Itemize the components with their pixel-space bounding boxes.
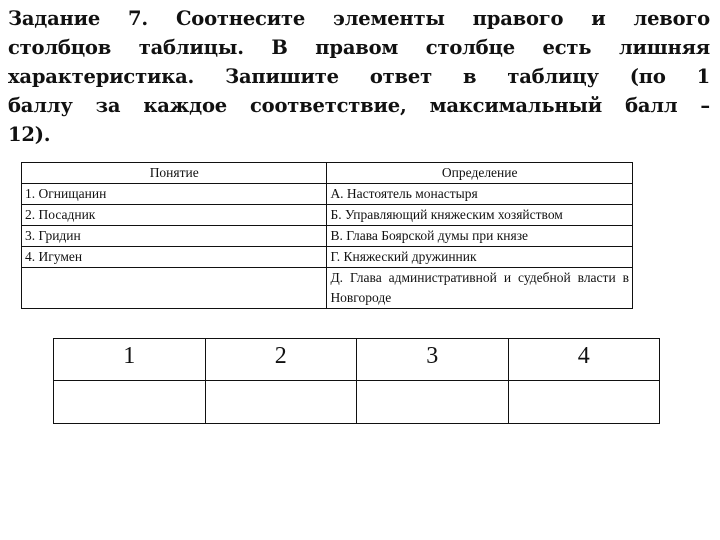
answer-header-2: 2 [205, 339, 357, 381]
table-row [22, 184, 633, 205]
answer-header-3: 3 [357, 339, 509, 381]
matching-table [21, 162, 633, 309]
definition-cell: Б. Управляющий княжеским хозяйством [327, 205, 633, 226]
header-definition: Определение [327, 163, 633, 184]
concept-cell: 1. Огнищанин [22, 184, 327, 205]
task-line: 12). [8, 123, 51, 146]
answer-cell-3[interactable] [357, 381, 509, 424]
table-row [22, 247, 633, 268]
table-row [22, 205, 633, 226]
definition-cell: Г. Княжеский дружинник [327, 247, 633, 268]
answer-header-4: 4 [508, 339, 660, 381]
task-line: Задание 7. Соотнесите элементы правого и левого [8, 7, 710, 30]
concept-cell: 2. Посадник [22, 205, 327, 226]
answer-table [53, 338, 660, 424]
answer-header-row [54, 339, 660, 381]
answer-input-row [54, 381, 660, 424]
concept-cell: 4. Игумен [22, 247, 327, 268]
definition-cell: Д. Глава административной и судебной власти в Новгороде [327, 268, 633, 309]
answer-cell-4[interactable] [508, 381, 660, 424]
definition-cell: А. Настоятель монастыря [327, 184, 633, 205]
answer-cell-2[interactable] [205, 381, 357, 424]
concept-cell-empty [22, 268, 327, 309]
answer-cell-1[interactable] [54, 381, 206, 424]
table-header-row [22, 163, 633, 184]
task-statement [8, 4, 710, 149]
task-line: столбцов таблицы. В правом столбце есть лишняя [8, 36, 710, 59]
definition-cell: В. Глава Боярской думы при князе [327, 226, 633, 247]
concept-cell: 3. Гридин [22, 226, 327, 247]
header-concept: Понятие [22, 163, 327, 184]
task-line: баллу за каждое соответствие, максимальный балл – [8, 94, 710, 117]
task-line: характеристика. Запишите ответ в таблицу (по 1 [8, 65, 710, 88]
table-row [22, 268, 633, 309]
answer-header-1: 1 [54, 339, 206, 381]
table-row [22, 226, 633, 247]
